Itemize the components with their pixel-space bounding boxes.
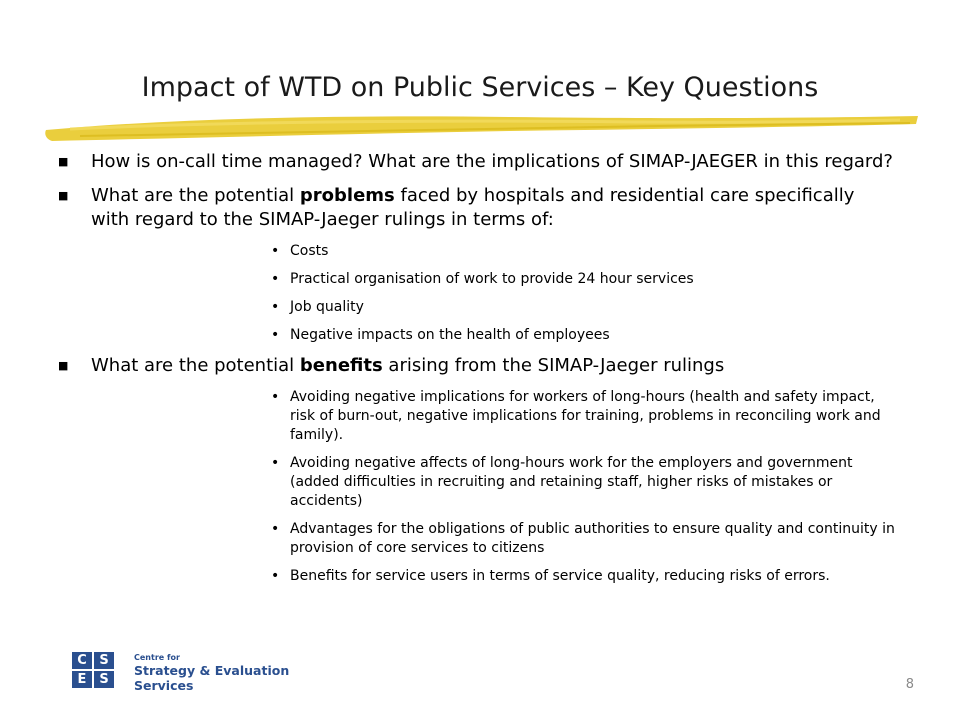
bullet-text-post: faced by hospitals and residential care specifically with regard to the SIMAP-Jaeger rulings in terms of: (91, 185, 855, 230)
sub-bullet: • Costs (271, 243, 329, 259)
dot-bullet-icon: • (271, 271, 280, 287)
square-bullet-icon: ■ (58, 155, 69, 168)
bullet-oncall (58, 150, 898, 174)
bullet-text-bold: problems (299, 185, 395, 206)
logo-line-3: Services (134, 678, 194, 693)
dot-bullet-icon: • (271, 389, 280, 405)
sub-bullet: • Job quality (271, 299, 364, 315)
page-number: 8 (905, 677, 914, 692)
sub-bullet: • Avoiding negative implications for workers of long-hours (health and safety impact, risk of burn-out, negative implications for training, problems in reconciling work and family). (271, 389, 881, 443)
sub-bullet: • Benefits for service users in terms of service quality, reducing risks of errors. (271, 568, 830, 584)
bullet-text-bold: benefits (299, 355, 383, 376)
bullet-benefits (58, 354, 898, 378)
logo-line-1: Centre for (134, 653, 180, 662)
logo-letter: S (94, 671, 114, 688)
square-bullet-icon: ■ (58, 189, 69, 202)
title-underline-swoosh (40, 110, 922, 146)
logo-wordmark (134, 653, 289, 693)
slide-title: Impact of WTD on Public Services – Key Questions (141, 72, 819, 103)
logo-letter: E (72, 671, 92, 688)
dot-bullet-icon: • (271, 327, 280, 343)
logo-line-2: Strategy & Evaluation (134, 663, 290, 678)
bullet-text-post: arising from the SIMAP-Jaeger rulings (382, 355, 725, 376)
bullet-text-pre: What are the potential (91, 355, 300, 376)
logo-letter: S (94, 652, 114, 669)
dot-bullet-icon: • (271, 521, 280, 537)
bullet-text: How is on-call time managed? What are the implications of SIMAP-JAEGER in this regard? (91, 151, 893, 172)
dot-bullet-icon: • (271, 299, 280, 315)
square-bullet-icon: ■ (58, 359, 69, 372)
slide-body (58, 150, 898, 595)
sub-bullet: • Negative impacts on the health of employees (271, 327, 610, 343)
sub-bullet: • Advantages for the obligations of public authorities to ensure quality and continuity in provision of core services to citizens (271, 521, 895, 556)
dot-bullet-icon: • (271, 243, 280, 259)
bullet-text-pre: What are the potential (91, 185, 300, 206)
sub-bullet: • Practical organisation of work to provide 24 hour services (271, 271, 694, 287)
dot-bullet-icon: • (271, 455, 280, 471)
sub-bullet: • Avoiding negative affects of long-hours work for the employers and government (added difficulties in recruiting and retaining staff, higher risks of mistakes or accidents) (271, 455, 853, 509)
dot-bullet-icon: • (271, 568, 280, 584)
bullet-problems (58, 184, 898, 232)
logo-letter: C (72, 652, 92, 669)
